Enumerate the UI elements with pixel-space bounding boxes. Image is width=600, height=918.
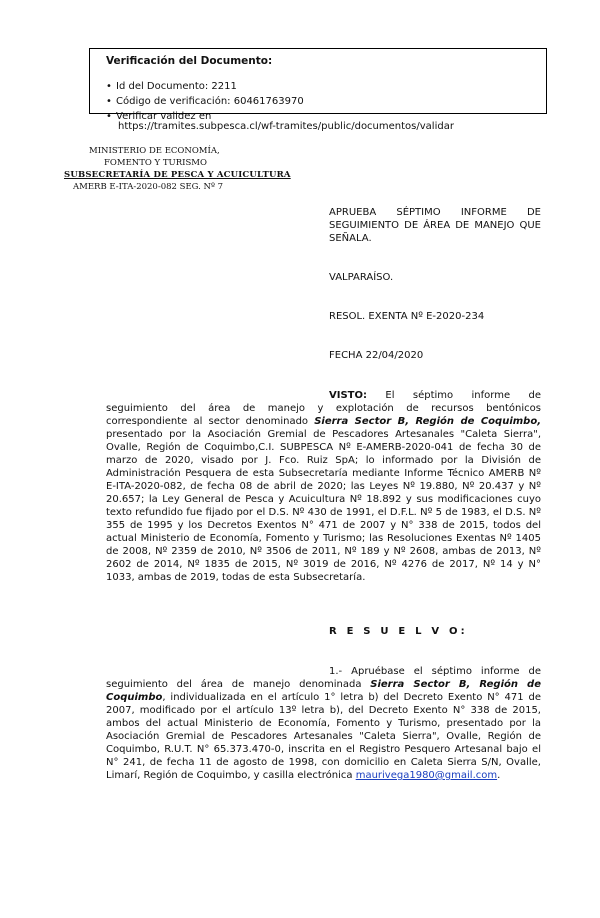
subsecretaria-name: SUBSECRETARÍA DE PESCA Y ACUICULTURA [64,170,291,180]
verification-list [106,79,304,124]
resolution-number: RESOL. EXENTA Nº E-2020-234 [329,311,485,322]
city: VALPARAÍSO. [329,272,394,283]
ministry-name: MINISTERIO DE ECONOMÍA, [89,146,220,156]
visto-paragraph: VISTO: El séptimo informe de seguimiento del área de manejo y explotación de recursos bentónicos correspondiente al sector denominado Sierra Sector B, Región de Coquimbo, presentado por la Asociación Gremial de Pescadores Artesanales "Caleta Sierra", Ovalle, Región de Coquimbo,C.I. SUBPESCA Nº E-AMERB-2020-041 de fecha 30 de marzo de 2020, visado por J. Fco. Ruiz SpA; lo informado por la División de Administración Pesquera de esta Subsecretaría mediante Informe Técnico AMERB Nº E-ITA-2020-082, de fecha 08 de abril de 2020; las Leyes Nº 19.880, Nº 20.437 y Nº 20.657; la Ley General de Pesca y Acuicultura Nº 18.892 y sus modificaciones cuyo texto refundido fue fijado por el D.S. Nº 430 de 1991, el D.F.L. Nº 5 de 1983, el D.S. Nº 355 de 1995 y los Decretos Exentos N° 471 de 2007 y N° 338 de 2015, todos del actual Ministerio de Economía, Fomento y Turismo; las Resoluciones Exentas Nº 1405 de 2008, Nº 2359 de 2010, Nº 3506 de 2011, Nº 189 y Nº 2608, ambas de 2013, Nº 2602 de 2014, Nº 1835 de 2015, Nº 3019 de 2016, Nº 4276 de 2017, Nº 14 y N° 1033, ambas de 2019, todas de esta Subsecretaría. [106,390,541,583]
verification-code: • Código de verificación: 60461763970 [106,94,304,109]
verification-title: Verificación del Documento: [106,55,273,67]
ministry-name-2: FOMENTO Y TURISMO [104,158,207,168]
resolution-date: FECHA 22/04/2020 [329,350,424,361]
amerb-reference: AMERB E-ITA-2020-082 SEG. Nº 7 [73,182,224,192]
document-id: • Id del Documento: 2211 [106,79,304,94]
email-link[interactable]: maurivega1980@gmail.com [355,770,498,781]
resuelvo-heading: R E S U E L V O: [329,626,468,637]
sector-name-2: Sierra Sector B, Región de Coquimbo [106,679,541,703]
sector-name: Sierra Sector B, Región de Coquimbo, [314,416,541,427]
verification-url[interactable]: https://tramites.subpesca.cl/wf-tramites/public/documentos/validar [118,121,454,132]
resolution-summary: APRUEBA SÉPTIMO INFORME DE SEGUIMIENTO DE ÁREA DE MANEJO QUE SEÑALA. [329,207,541,244]
item-1-paragraph: 1.- Apruébase el séptimo informe de seguimiento del área de manejo denominada Sierra Sector B, Región de Coquimbo, individualizada en el artículo 1° letra b) del Decreto Exento N° 471 de 2007, modificado por el artículo 13º letra b), del Decreto Exento N° 338 de 2015, ambos del actual Ministerio de Economía, Fomento y Turismo, presentado por la Asociación Gremial de Pescadores Artesanales "Caleta Sierra", Ovalle, Región de Coquimbo, R.U.T. N° 65.373.470-0, inscrita en el Registro Pesquero Artesanal bajo el N° 241, de fecha 11 de agosto de 1998, con domicilio en Caleta Sierra S/N, Ovalle, Limarí, Región de Coquimbo, y casilla electrónica maurivega1980@gmail.com. [106,666,541,781]
verify-validity: • Verificar validez en [106,109,304,124]
visto-label: VISTO: [329,390,367,401]
